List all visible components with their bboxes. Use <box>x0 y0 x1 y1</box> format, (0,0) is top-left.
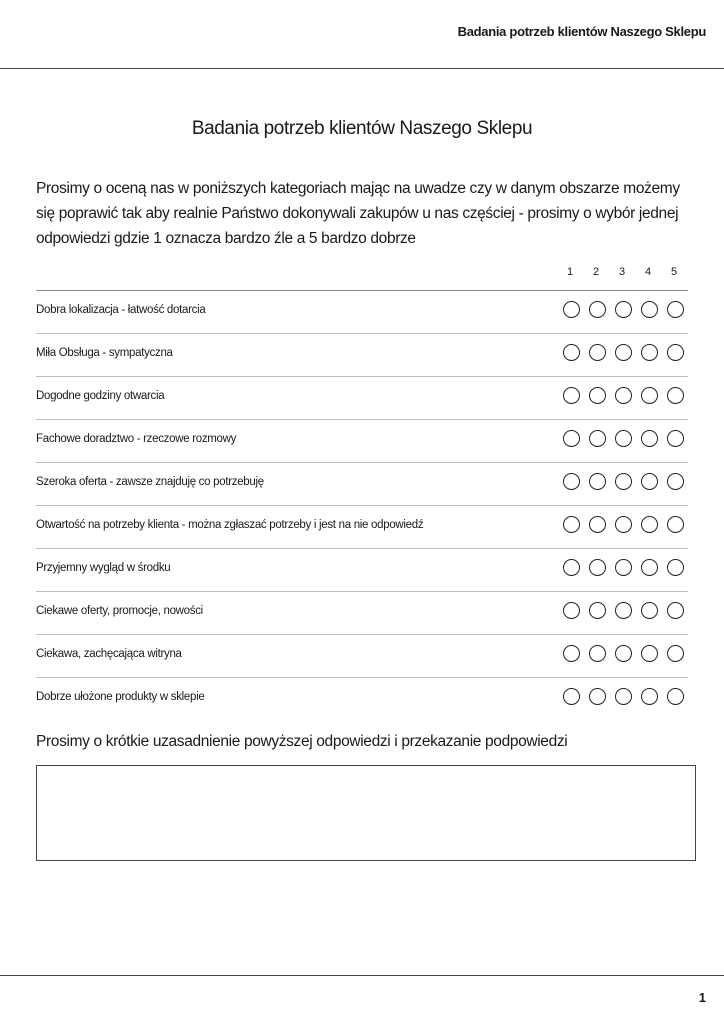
rating-radio-3[interactable] <box>615 602 632 619</box>
rating-radio-2[interactable] <box>589 602 606 619</box>
rating-radio-3[interactable] <box>615 473 632 490</box>
rating-radio-2[interactable] <box>589 301 606 318</box>
rating-radio-4[interactable] <box>641 559 658 576</box>
rating-radio-3[interactable] <box>615 559 632 576</box>
rating-radio-4[interactable] <box>641 645 658 662</box>
scale-header-1: 1 <box>566 266 574 278</box>
rating-radio-2[interactable] <box>589 516 606 533</box>
rating-radio-1[interactable] <box>563 473 580 490</box>
rating-radio-2[interactable] <box>589 430 606 447</box>
rating-row-label: Otwartość na potrzeby klienta - można zgłaszać potrzeby i jest na nie odpowiedź <box>36 519 424 531</box>
rating-radio-4[interactable] <box>641 344 658 361</box>
header-divider <box>0 68 724 69</box>
rating-radio-4[interactable] <box>641 301 658 318</box>
rating-radio-4[interactable] <box>641 387 658 404</box>
rating-radio-3[interactable] <box>615 430 632 447</box>
rating-row <box>36 677 688 720</box>
rating-row-label: Fachowe doradztwo - rzeczowe rozmowy <box>36 433 237 445</box>
header-title: Badania potrzeb klientów Naszego Sklepu <box>457 24 706 39</box>
rating-row-label: Miła Obsługa - sympatyczna <box>36 347 173 359</box>
rating-radio-2[interactable] <box>589 387 606 404</box>
rating-row <box>36 290 688 333</box>
rating-radio-1[interactable] <box>563 430 580 447</box>
rating-row-label: Ciekawa, zachęcająca witryna <box>36 648 182 660</box>
rating-row <box>36 548 688 591</box>
rating-radio-5[interactable] <box>667 430 684 447</box>
rating-radio-2[interactable] <box>589 559 606 576</box>
rating-radio-5[interactable] <box>667 387 684 404</box>
rating-row <box>36 591 688 634</box>
rating-radio-3[interactable] <box>615 344 632 361</box>
rating-radio-5[interactable] <box>667 301 684 318</box>
rating-radio-1[interactable] <box>563 602 580 619</box>
comment-textarea[interactable] <box>36 765 696 861</box>
scale-headers <box>560 266 690 284</box>
rating-row-label: Szeroka oferta - zawsze znajduję co potrzebuję <box>36 476 264 488</box>
comment-label: Prosimy o krótkie uzasadnienie powyższej odpowiedzi i przekazanie podpowiedzi <box>36 733 568 750</box>
rating-radio-4[interactable] <box>641 602 658 619</box>
rating-radio-4[interactable] <box>641 473 658 490</box>
rating-row <box>36 505 688 548</box>
rating-row <box>36 634 688 677</box>
rating-radio-1[interactable] <box>563 301 580 318</box>
rating-radio-5[interactable] <box>667 473 684 490</box>
page-number: 1 <box>698 990 706 1005</box>
rating-radio-4[interactable] <box>641 430 658 447</box>
rating-row-label: Dobrze ułożone produkty w sklepie <box>36 691 205 703</box>
rating-row <box>36 419 688 462</box>
rating-row-label: Ciekawe oferty, promocje, nowości <box>36 605 203 617</box>
rating-row <box>36 462 688 505</box>
scale-header-2: 2 <box>592 266 600 278</box>
rating-radio-5[interactable] <box>667 344 684 361</box>
rating-radio-2[interactable] <box>589 645 606 662</box>
intro-text: Prosimy o oceną nas w poniższych kategoriach mając na uwadze czy w danym obszarze możemy się poprawić tak aby realnie Państwo dokonywali zakupów u nas częściej - prosimy o wybór jednej odpowiedzi gdzie 1 oznacza bardzo źle a 5 bardzo dobrze <box>36 180 680 247</box>
rating-radio-2[interactable] <box>589 473 606 490</box>
rating-radio-3[interactable] <box>615 387 632 404</box>
rating-radio-3[interactable] <box>615 645 632 662</box>
scale-header-4: 4 <box>644 266 652 278</box>
rating-radio-3[interactable] <box>615 688 632 705</box>
rating-radio-1[interactable] <box>563 688 580 705</box>
rating-row <box>36 376 688 419</box>
rating-radio-1[interactable] <box>563 344 580 361</box>
footer-divider <box>0 975 724 976</box>
rating-radio-3[interactable] <box>615 516 632 533</box>
rating-row <box>36 333 688 376</box>
rating-radio-2[interactable] <box>589 688 606 705</box>
rating-radio-4[interactable] <box>641 688 658 705</box>
rating-radio-5[interactable] <box>667 516 684 533</box>
rating-radio-5[interactable] <box>667 602 684 619</box>
rating-radio-5[interactable] <box>667 645 684 662</box>
rating-table <box>36 290 688 720</box>
rating-radio-5[interactable] <box>667 688 684 705</box>
rating-radio-1[interactable] <box>563 559 580 576</box>
document-title: Badania potrzeb klientów Naszego Sklepu <box>191 118 533 139</box>
rating-radio-1[interactable] <box>563 645 580 662</box>
rating-radio-2[interactable] <box>589 344 606 361</box>
rating-radio-3[interactable] <box>615 301 632 318</box>
rating-row-label: Przyjemny wygląd w środku <box>36 562 171 574</box>
rating-radio-1[interactable] <box>563 387 580 404</box>
rating-radio-1[interactable] <box>563 516 580 533</box>
scale-header-3: 3 <box>618 266 626 278</box>
rating-radio-5[interactable] <box>667 559 684 576</box>
rating-radio-4[interactable] <box>641 516 658 533</box>
rating-row-label: Dogodne godziny otwarcia <box>36 390 165 402</box>
rating-row-label: Dobra lokalizacja - łatwość dotarcia <box>36 304 206 316</box>
scale-header-5: 5 <box>670 266 678 278</box>
